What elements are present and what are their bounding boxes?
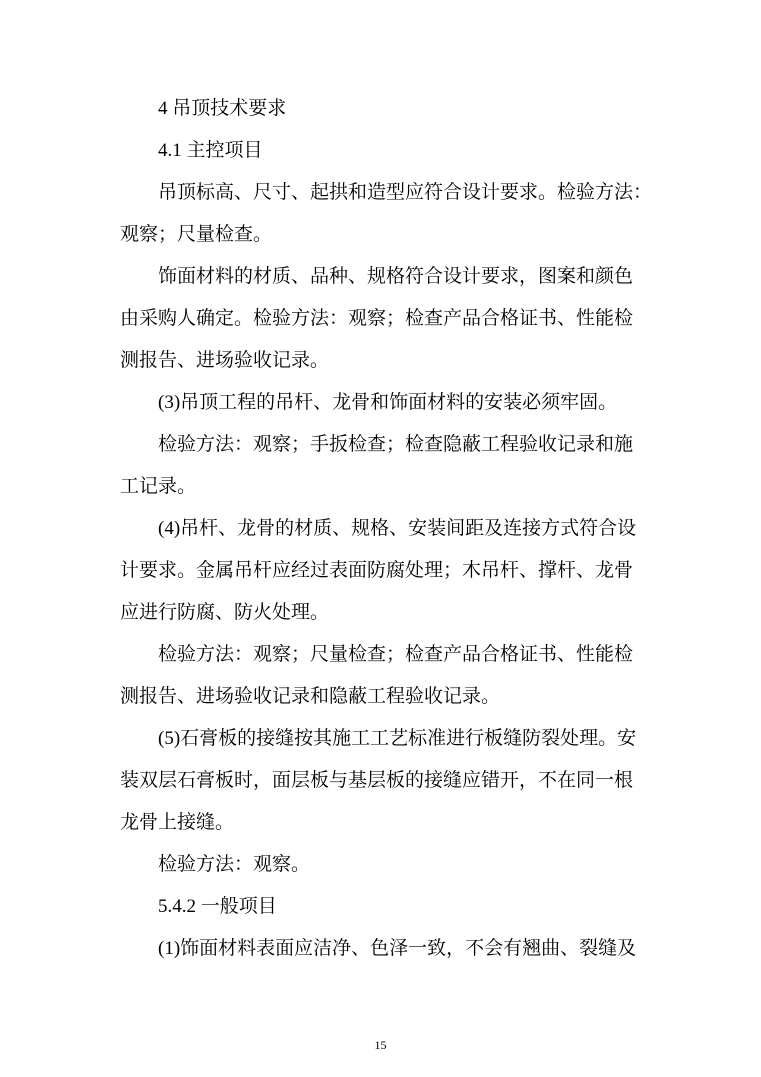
text-line: 计要求。金属吊杆应经过表面防腐处理；木吊杆、撑杆、龙骨 (120, 560, 634, 581)
text-line: 龙骨上接缝。 (120, 812, 235, 833)
text-line: 4.1 主控项目 (158, 140, 263, 161)
text-line: 工记录。 (120, 476, 197, 497)
text-line: 由采购人确定。检验方法：观察；检查产品合格证书、性能检 (120, 308, 634, 329)
text-line: 观察；尺量检查。 (120, 224, 273, 245)
text-line: 检验方法：观察；手扳检查；检查隐蔽工程验收记录和施 (158, 434, 634, 455)
text-line: 5.4.2 一般项目 (158, 896, 277, 917)
text-line: 饰面材料的材质、品种、规格符合设计要求，图案和颜色 (158, 266, 634, 287)
text-line: (5)石膏板的接缝按其施工工艺标准进行板缝防裂处理。安 (158, 728, 637, 749)
text-line: 应进行防腐、防火处理。 (120, 602, 330, 623)
text-line: 吊顶标高、尺寸、起拱和造型应符合设计要求。检验方法： (158, 182, 653, 203)
text-line: 检验方法：观察。 (158, 854, 311, 875)
text-line: 检验方法：观察；尺量检查；检查产品合格证书、性能检 (158, 644, 634, 665)
text-line: 测报告、进场验收记录。 (120, 350, 330, 371)
text-line: 测报告、进场验收记录和隐蔽工程验收记录。 (120, 686, 501, 707)
text-line: (1)饰面材料表面应洁净、色泽一致，不会有翘曲、裂缝及 (158, 938, 637, 959)
text-line: 装双层石膏板时，面层板与基层板的接缝应错开，不在同一根 (120, 770, 634, 791)
page-number: 15 (374, 1038, 387, 1052)
document-body (120, 88, 653, 970)
text-line: (3)吊顶工程的吊杆、龙骨和饰面材料的安装必须牢固。 (158, 392, 618, 413)
text-line: 4 吊顶技术要求 (158, 98, 287, 119)
text-line: (4)吊杆、龙骨的材质、规格、安装间距及连接方式符合设 (158, 518, 637, 539)
